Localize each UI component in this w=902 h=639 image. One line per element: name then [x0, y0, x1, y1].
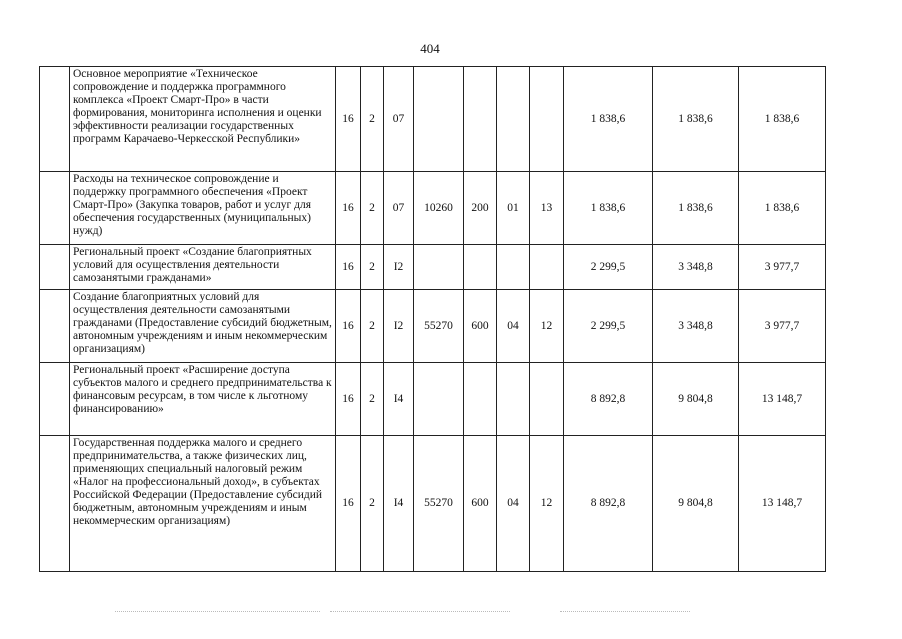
row-number-cell — [40, 172, 70, 245]
amount-cell-v1: 1 838,6 — [564, 172, 653, 245]
budget-table — [39, 66, 826, 572]
code-cell-c7 — [530, 67, 564, 172]
item-name-cell: Создание благоприятных условий для осуществления деятельности самозанятыми гражданами (Предоставление субсидий бюджетным, автономным учреждениям и иным некоммерческим организациям) — [70, 290, 336, 363]
amount-cell-v3: 3 977,7 — [739, 290, 826, 363]
code-cell-c6: 04 — [497, 436, 530, 572]
code-cell-c6 — [497, 363, 530, 436]
code-cell-c1: 16 — [336, 363, 361, 436]
code-cell-c3: I4 — [384, 436, 414, 572]
code-cell-c4 — [414, 245, 464, 290]
code-cell-c1: 16 — [336, 67, 361, 172]
code-cell-c5 — [464, 363, 497, 436]
code-cell-c1: 16 — [336, 436, 361, 572]
page-number: 404 — [420, 41, 440, 56]
code-cell-c7 — [530, 363, 564, 436]
table-row — [40, 172, 826, 245]
code-cell-c2: 2 — [361, 172, 384, 245]
amount-cell-v3: 3 977,7 — [739, 245, 826, 290]
item-name-cell: Региональный проект «Расширение доступа субъектов малого и среднего предпринимательства к финансовым ресурсам, в том числе к льготному финансированию» — [70, 363, 336, 436]
table-row — [40, 436, 826, 572]
code-cell-c5 — [464, 67, 497, 172]
code-cell-c3: I2 — [384, 245, 414, 290]
row-number-cell — [40, 363, 70, 436]
code-cell-c6: 01 — [497, 172, 530, 245]
item-name-cell: Основное мероприятие «Техническое сопровождение и поддержка программного комплекса «Проект Смарт-Про» в части формирования, мониторинга исполнения и оценки эффективности реализации государственных программ Карачаево-Черкесской Республики» — [70, 67, 336, 172]
table-row — [40, 363, 826, 436]
amount-cell-v2: 3 348,8 — [653, 245, 739, 290]
code-cell-c3: I2 — [384, 290, 414, 363]
code-cell-c2: 2 — [361, 436, 384, 572]
code-cell-c2: 2 — [361, 363, 384, 436]
amount-cell-v2: 9 804,8 — [653, 363, 739, 436]
footer-rule-left — [115, 611, 320, 612]
code-cell-c7: 12 — [530, 290, 564, 363]
amount-cell-v2: 3 348,8 — [653, 290, 739, 363]
table-row — [40, 245, 826, 290]
amount-cell-v1: 2 299,5 — [564, 290, 653, 363]
row-number-cell — [40, 245, 70, 290]
code-cell-c6 — [497, 245, 530, 290]
row-number-cell — [40, 67, 70, 172]
code-cell-c3: 07 — [384, 67, 414, 172]
code-cell-c4 — [414, 67, 464, 172]
item-name-cell: Региональный проект «Создание благоприятных условий для осуществления деятельности самозанятыми гражданами» — [70, 245, 336, 290]
amount-cell-v1: 8 892,8 — [564, 436, 653, 572]
code-cell-c4: 55270 — [414, 290, 464, 363]
code-cell-c2: 2 — [361, 290, 384, 363]
row-number-cell — [40, 290, 70, 363]
code-cell-c4: 55270 — [414, 436, 464, 572]
code-cell-c4: 10260 — [414, 172, 464, 245]
table-row — [40, 67, 826, 172]
row-number-cell — [40, 436, 70, 572]
amount-cell-v3: 13 148,7 — [739, 436, 826, 572]
code-cell-c5: 600 — [464, 436, 497, 572]
amount-cell-v2: 9 804,8 — [653, 436, 739, 572]
code-cell-c7: 12 — [530, 436, 564, 572]
code-cell-c3: I4 — [384, 363, 414, 436]
amount-cell-v3: 1 838,6 — [739, 67, 826, 172]
code-cell-c4 — [414, 363, 464, 436]
code-cell-c1: 16 — [336, 245, 361, 290]
code-cell-c5: 600 — [464, 290, 497, 363]
item-name-cell: Расходы на техническое сопровождение и поддержку программного обеспечения «Проект Смарт-Про» (Закупка товаров, работ и услуг для обеспечения государственных (муниципальных) нужд) — [70, 172, 336, 245]
amount-cell-v1: 1 838,6 — [564, 67, 653, 172]
code-cell-c2: 2 — [361, 245, 384, 290]
amount-cell-v2: 1 838,6 — [653, 67, 739, 172]
code-cell-c2: 2 — [361, 67, 384, 172]
footer-rule-middle — [330, 611, 510, 612]
code-cell-c6 — [497, 67, 530, 172]
code-cell-c3: 07 — [384, 172, 414, 245]
footer-rule-right — [560, 611, 690, 612]
amount-cell-v2: 1 838,6 — [653, 172, 739, 245]
code-cell-c6: 04 — [497, 290, 530, 363]
item-name-cell: Государственная поддержка малого и среднего предпринимательства, а также физических лиц, применяющих специальный налоговый режим «Налог на профессиональный доход», в субъектах Российской Федерации (Предоставление субсидий бюджетным, автономным учреждениям и иным некоммерческим организациям) — [70, 436, 336, 572]
amount-cell-v3: 13 148,7 — [739, 363, 826, 436]
amount-cell-v1: 2 299,5 — [564, 245, 653, 290]
code-cell-c7 — [530, 245, 564, 290]
amount-cell-v1: 8 892,8 — [564, 363, 653, 436]
code-cell-c5: 200 — [464, 172, 497, 245]
code-cell-c5 — [464, 245, 497, 290]
amount-cell-v3: 1 838,6 — [739, 172, 826, 245]
code-cell-c1: 16 — [336, 172, 361, 245]
code-cell-c1: 16 — [336, 290, 361, 363]
code-cell-c7: 13 — [530, 172, 564, 245]
table-row — [40, 290, 826, 363]
